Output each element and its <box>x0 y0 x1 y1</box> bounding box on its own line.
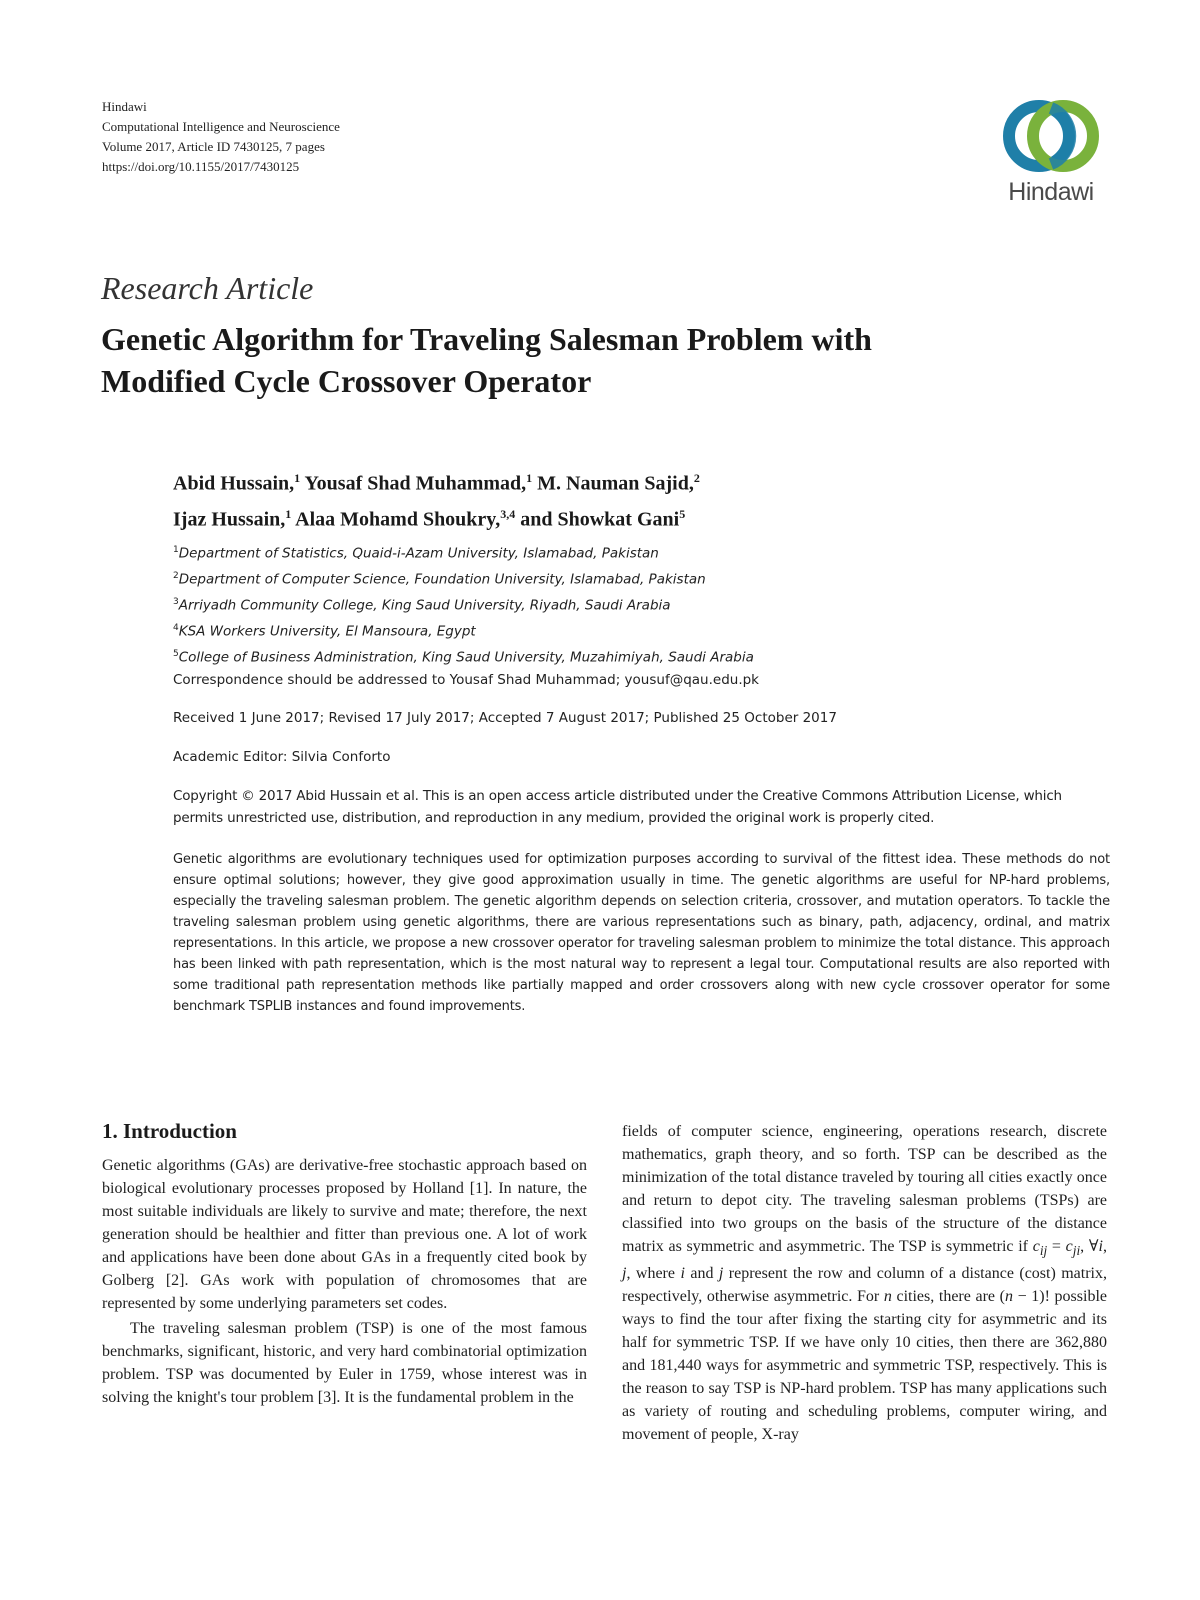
copyright-notice: Copyright © 2017 Abid Hussain et al. This is an open access article distributed under the Creative Commons Attribution License, which permits unrestricted use, distribution, and reproduction in any medium, provided the original work is properly cited. <box>173 788 1062 826</box>
left-column <box>102 1154 587 1409</box>
affiliation-text: College of Business Administration, King Saud University, Muzahimiyah, Saudi Arabia <box>178 649 754 666</box>
right-column <box>622 1120 1107 1446</box>
body-text: − 1)! possible ways to find the tour after fixing the starting city for asymmetric and its half for symmetric TSP. If we have only 10 cities, then there are 362,880 and 181,440 ways for asymmetric and symmetric TSP, respectively. This is the reason to say TSP is NP-hard problem. TSP has many applications such as variety of routing and scheduling problems, computer wiring, and movement of people, X-ray <box>622 1288 1108 1444</box>
title-line-2: Modified Cycle Crossover Operator <box>101 363 592 399</box>
intro-paragraph-continued <box>622 1120 1107 1446</box>
body-text: fields of computer science, engineering, operations research, discrete mathematics, graph theory, and so forth. TSP can be described as the minimization of the total distance traveled by touring all cities exactly once and return to depot city. The traveling salesman problems (TSPs) are classified into two groups on the basis of the structure of the distance matrix as symmetric and asymmetric. The TSP is symmetric if <box>622 1123 1107 1255</box>
author-name: Abid Hussain, <box>173 472 295 495</box>
math-var: i <box>1098 1238 1103 1255</box>
author-affiliation-mark: 1 <box>294 471 301 485</box>
title-line-1: Genetic Algorithm for Traveling Salesman Problem with <box>101 321 872 357</box>
volume-info: Volume 2017, Article ID 7430125, 7 pages <box>102 139 325 154</box>
author-affiliation-mark: 5 <box>679 506 686 521</box>
dates-line: Received 1 June 2017; Revised 17 July 2017; Accepted 7 August 2017; Published 25 October 2017 <box>173 710 837 726</box>
affiliation-list <box>173 539 1073 669</box>
affiliation-text: Department of Statistics, Quaid-i-Azam University, Islamabad, Pakistan <box>178 545 659 562</box>
author-name: Alaa Mohamd Shoukry, <box>295 508 501 531</box>
affiliation-item <box>173 539 1073 565</box>
affiliation-number: 3 <box>173 597 179 607</box>
math-var: j <box>718 1265 724 1283</box>
author-name: Yousaf Shad Muhammad, <box>304 472 527 495</box>
body-text: and <box>684 1265 719 1283</box>
intro-paragraph-1: Genetic algorithms (GAs) are derivative-free stochastic approach based on biological evolutionary processes proposed by Holland [1]. In nature, the most suitable individuals are likely to survive and mate; therefore, the next generation should be healthier and fitter than previous one. A lot of work and applications have been done about GAs in a frequently cited book by Golberg [2]. GAs work with population of chromosomes that are represented by some underlying parameters set codes. <box>102 1157 587 1312</box>
affiliation-item <box>173 643 1073 669</box>
logo-rings-icon <box>995 100 1107 180</box>
math-subscript: ji <box>1072 1243 1081 1259</box>
body-text: represent the row and column of a distance (cost) matrix, respectively, otherwise asymmetric. For <box>622 1265 1107 1306</box>
author-name: M. Nauman Sajid, <box>537 472 694 495</box>
author-affiliation-mark: 1 <box>285 506 292 521</box>
academic-editor-line: Academic Editor: Silvia Conforto <box>173 749 391 765</box>
section-heading-introduction: 1. Introduction <box>102 1119 237 1143</box>
journal-header <box>102 97 340 177</box>
author-list <box>173 463 1073 534</box>
author-affiliation-mark: 3,4 <box>500 506 516 521</box>
affiliation-text: Arriyadh Community College, King Saud University, Riyadh, Saudi Arabia <box>178 597 671 614</box>
journal-name: Computational Intelligence and Neuroscience <box>102 119 340 134</box>
math-operator: = <box>1047 1238 1066 1255</box>
affiliation-number: 4 <box>173 623 179 633</box>
doi-link[interactable]: https://doi.org/10.1155/2017/7430125 <box>102 159 300 174</box>
author-affiliation-mark: 2 <box>693 471 700 485</box>
affiliation-item <box>173 617 1073 643</box>
affiliation-number: 2 <box>173 571 179 581</box>
body-text: , ∀ <box>1080 1238 1099 1255</box>
math-var: j <box>622 1265 627 1283</box>
math-var: i <box>680 1265 685 1283</box>
logo-wordmark: Hindawi <box>1008 178 1094 206</box>
affiliation-number: 5 <box>173 649 179 659</box>
paper-title <box>101 318 1061 402</box>
affiliation-text: KSA Workers University, El Mansoura, Egypt <box>178 623 476 640</box>
author-name: and Showkat Gani <box>520 508 680 531</box>
affiliation-item <box>173 565 1073 591</box>
hindawi-logo <box>995 100 1107 210</box>
math-var: c <box>1032 1238 1040 1255</box>
math-subscript: ij <box>1039 1243 1048 1259</box>
affiliation-item <box>173 591 1073 617</box>
math-var: n <box>883 1288 892 1306</box>
abstract: Genetic algorithms are evolutionary techniques used for optimization purposes according to survival of the fittest idea. These methods do not ensure optimal solutions; however, they give good approximation usually in time. The genetic algorithms are useful for NP-hard problems, especially the traveling salesman problem. The genetic algorithm depends on selection criteria, crossover, and mutation operators. To tackle the traveling salesman problem using genetic algorithms, there are various representations such as binary, path, adjacency, ordinal, and matrix representations. In this article, we propose a new crossover operator for traveling salesman problem to minimize the total distance. This approach has been linked with path representation, which is the most natural way to represent a legal tour. Computational results are also reported with some traditional path representation methods like partially mapped and order crossovers along with new cycle crossover operator for some benchmark TSPLIB instances and found improvements. <box>173 852 1110 1014</box>
author-affiliation-mark: 1 <box>526 471 533 485</box>
math-var: c <box>1065 1238 1073 1255</box>
author-name: Ijaz Hussain, <box>173 508 286 531</box>
publisher-name: Hindawi <box>102 99 147 114</box>
article-type: Research Article <box>101 270 314 306</box>
body-text: , <box>1103 1238 1107 1255</box>
affiliation-number: 1 <box>173 545 179 555</box>
math-var: n <box>1004 1288 1013 1306</box>
body-text: , where <box>626 1265 681 1283</box>
affiliation-text: Department of Computer Science, Foundation University, Islamabad, Pakistan <box>178 571 706 588</box>
body-text: cities, there are ( <box>891 1288 1005 1306</box>
correspondence-line: Correspondence should be addressed to Yousaf Shad Muhammad; yousuf@qau.edu.pk <box>173 672 759 688</box>
intro-paragraph-2: The traveling salesman problem (TSP) is one of the most famous benchmarks, significant, historic, and very hard combinatorial optimization problem. TSP was documented by Euler in 1759, whose interest was in solving the knight's tour problem [3]. It is the fundamental problem in the <box>102 1320 587 1406</box>
